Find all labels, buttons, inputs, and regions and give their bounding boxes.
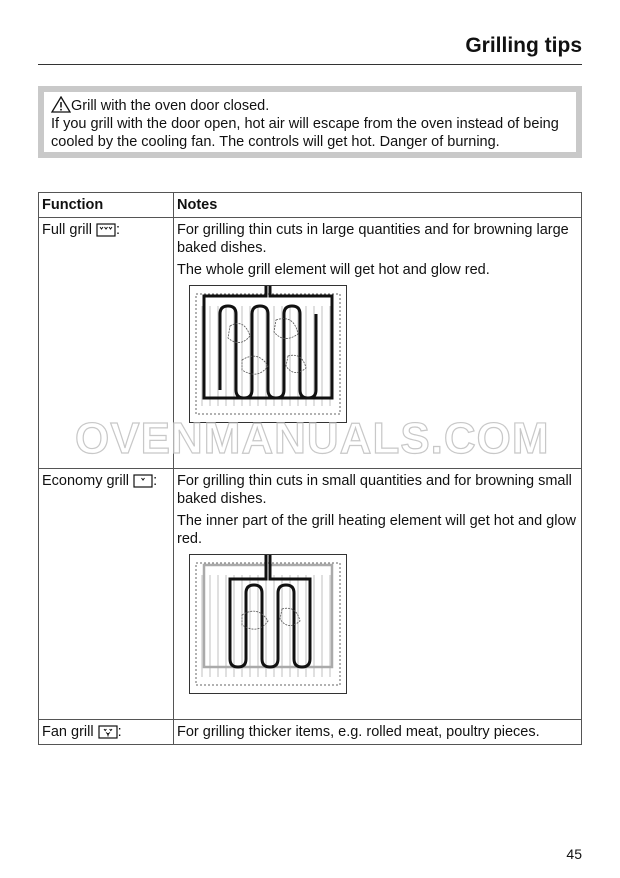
function-cell: Economy grill : [39, 469, 174, 720]
table-row [39, 469, 582, 720]
page-title: Grilling tips [465, 34, 582, 57]
function-name: Full grill [42, 222, 92, 238]
title-divider [38, 64, 582, 65]
grill-functions-table [38, 192, 582, 745]
note-text: For grilling thicker items, e.g. rolled meat, poultry pieces. [177, 724, 540, 740]
table-header-row [39, 193, 582, 218]
full-grill-symbol-icon [96, 223, 116, 237]
note-text: The inner part of the grill heating element will get hot and glow red. [177, 513, 576, 547]
function-name: Economy grill [42, 473, 130, 489]
function-name: Fan grill [42, 724, 94, 740]
warning-triangle-icon [51, 96, 71, 113]
note-text: The whole grill element will get hot and glow red. [177, 262, 490, 278]
header-function: Function [39, 193, 174, 218]
note-text: For grilling thin cuts in small quantities and for browning small baked dishes. [177, 473, 572, 507]
notes-cell [174, 720, 582, 745]
warning-box [38, 86, 582, 158]
note-text: For grilling thin cuts in large quantities and for browning large baked dishes. [177, 222, 569, 256]
function-cell: Fan grill : [39, 720, 174, 745]
watermark: OVENMANUALS.COM [75, 414, 550, 463]
fan-grill-symbol-icon [98, 725, 118, 739]
warning-line2: If you grill with the door open, hot air will escape from the oven instead of being cooled by the cooling fan. The controls will get hot. Danger of burning. [51, 116, 559, 150]
page-number: 45 [566, 846, 582, 862]
header-notes: Notes [174, 193, 582, 218]
table-row [39, 720, 582, 745]
function-cell: Full grill : [39, 218, 174, 469]
warning-line1: Grill with the oven door closed. [71, 98, 270, 114]
notes-cell [174, 469, 582, 720]
full-grill-element-diagram [189, 285, 347, 423]
economy-grill-element-diagram [189, 554, 347, 694]
economy-grill-symbol-icon [133, 474, 153, 488]
